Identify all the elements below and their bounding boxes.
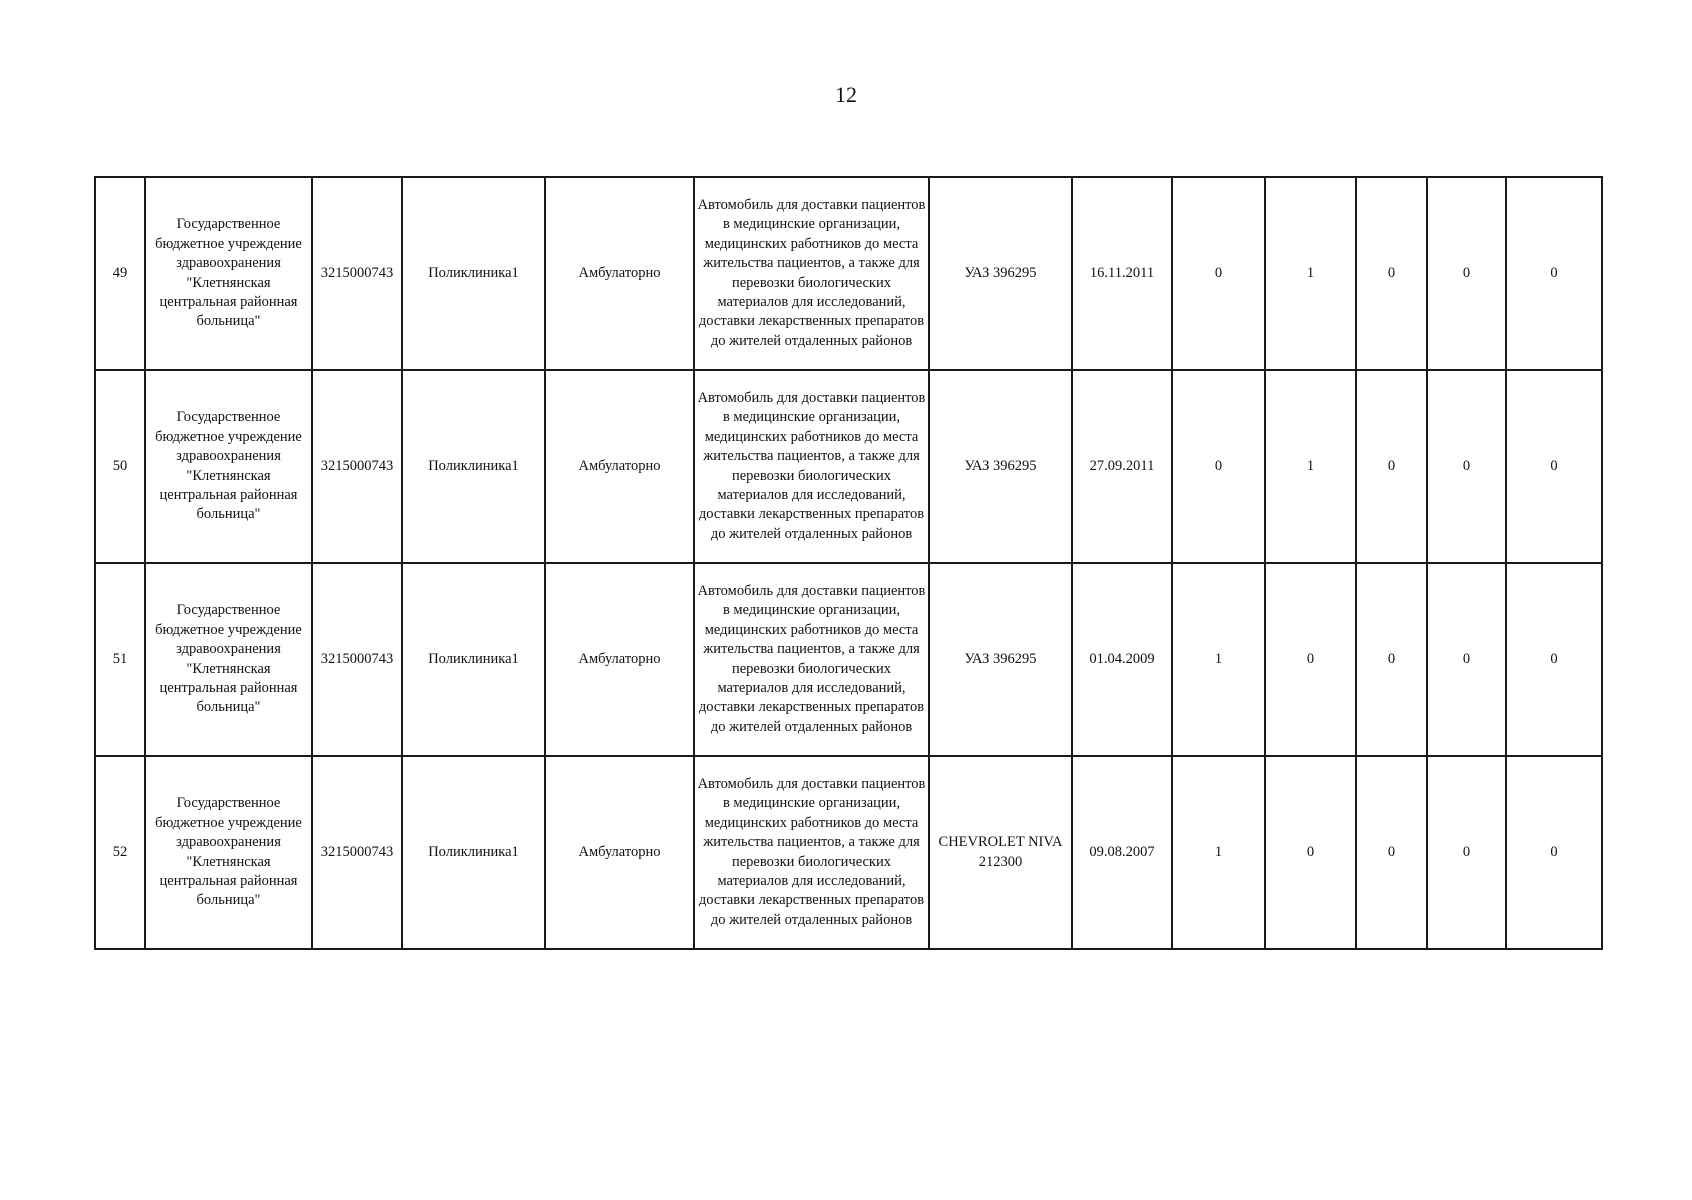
purpose-cell: Автомобиль для доставки пациентов в медицинские организации, медицинских работников до места жительства пациентов, а также для перевозки биологических материалов для исследований, доставки лекарственных препаратов до жителей отдаленных районов (694, 370, 929, 563)
row-number-cell: 50 (95, 370, 145, 563)
value-cell: 1 (1172, 756, 1265, 949)
row-number-cell: 49 (95, 177, 145, 370)
value-cell: 0 (1172, 177, 1265, 370)
value-cell: 0 (1172, 370, 1265, 563)
table-row (95, 177, 1602, 370)
inn-cell: 3215000743 (312, 756, 402, 949)
care-type-cell: Амбулаторно (545, 563, 694, 756)
inn-cell: 3215000743 (312, 563, 402, 756)
value-cell: 1 (1265, 370, 1356, 563)
value-cell: 0 (1427, 177, 1506, 370)
unit-cell: Поликлиника1 (402, 370, 545, 563)
care-type-cell: Амбулаторно (545, 370, 694, 563)
purpose-cell: Автомобиль для доставки пациентов в медицинские организации, медицинских работников до места жительства пациентов, а также для перевозки биологических материалов для исследований, доставки лекарственных препаратов до жителей отдаленных районов (694, 756, 929, 949)
date-cell: 16.11.2011 (1072, 177, 1172, 370)
organization-cell: Государственное бюджетное учреждение здравоохранения "Клетнянская центральная районная больница" (145, 756, 312, 949)
inn-cell: 3215000743 (312, 177, 402, 370)
value-cell: 0 (1356, 177, 1427, 370)
organization-cell: Государственное бюджетное учреждение здравоохранения "Клетнянская центральная районная больница" (145, 563, 312, 756)
table-row (95, 563, 1602, 756)
inn-cell: 3215000743 (312, 370, 402, 563)
table-row (95, 756, 1602, 949)
vehicle-cell: CHEVROLET NIVA 212300 (929, 756, 1072, 949)
organization-cell: Государственное бюджетное учреждение здравоохранения "Клетнянская центральная районная больница" (145, 370, 312, 563)
row-number-cell: 51 (95, 563, 145, 756)
value-cell: 1 (1265, 177, 1356, 370)
unit-cell: Поликлиника1 (402, 756, 545, 949)
value-cell: 0 (1356, 756, 1427, 949)
value-cell: 0 (1265, 563, 1356, 756)
value-cell: 0 (1506, 370, 1602, 563)
page-number: 12 (835, 82, 857, 107)
value-cell: 0 (1265, 756, 1356, 949)
vehicle-table (94, 176, 1603, 950)
care-type-cell: Амбулаторно (545, 177, 694, 370)
value-cell: 0 (1356, 563, 1427, 756)
value-cell: 0 (1506, 756, 1602, 949)
value-cell: 1 (1172, 563, 1265, 756)
unit-cell: Поликлиника1 (402, 177, 545, 370)
purpose-cell: Автомобиль для доставки пациентов в медицинские организации, медицинских работников до места жительства пациентов, а также для перевозки биологических материалов для исследований, доставки лекарственных препаратов до жителей отдаленных районов (694, 177, 929, 370)
care-type-cell: Амбулаторно (545, 756, 694, 949)
value-cell: 0 (1356, 370, 1427, 563)
vehicle-cell: УАЗ 396295 (929, 370, 1072, 563)
value-cell: 0 (1506, 177, 1602, 370)
row-number-cell: 52 (95, 756, 145, 949)
date-cell: 27.09.2011 (1072, 370, 1172, 563)
value-cell: 0 (1427, 370, 1506, 563)
vehicle-cell: УАЗ 396295 (929, 177, 1072, 370)
date-cell: 01.04.2009 (1072, 563, 1172, 756)
value-cell: 0 (1427, 563, 1506, 756)
unit-cell: Поликлиника1 (402, 563, 545, 756)
value-cell: 0 (1427, 756, 1506, 949)
table-row (95, 370, 1602, 563)
vehicle-cell: УАЗ 396295 (929, 563, 1072, 756)
value-cell: 0 (1506, 563, 1602, 756)
purpose-cell: Автомобиль для доставки пациентов в медицинские организации, медицинских работников до места жительства пациентов, а также для перевозки биологических материалов для исследований, доставки лекарственных препаратов до жителей отдаленных районов (694, 563, 929, 756)
date-cell: 09.08.2007 (1072, 756, 1172, 949)
organization-cell: Государственное бюджетное учреждение здравоохранения "Клетнянская центральная районная больница" (145, 177, 312, 370)
